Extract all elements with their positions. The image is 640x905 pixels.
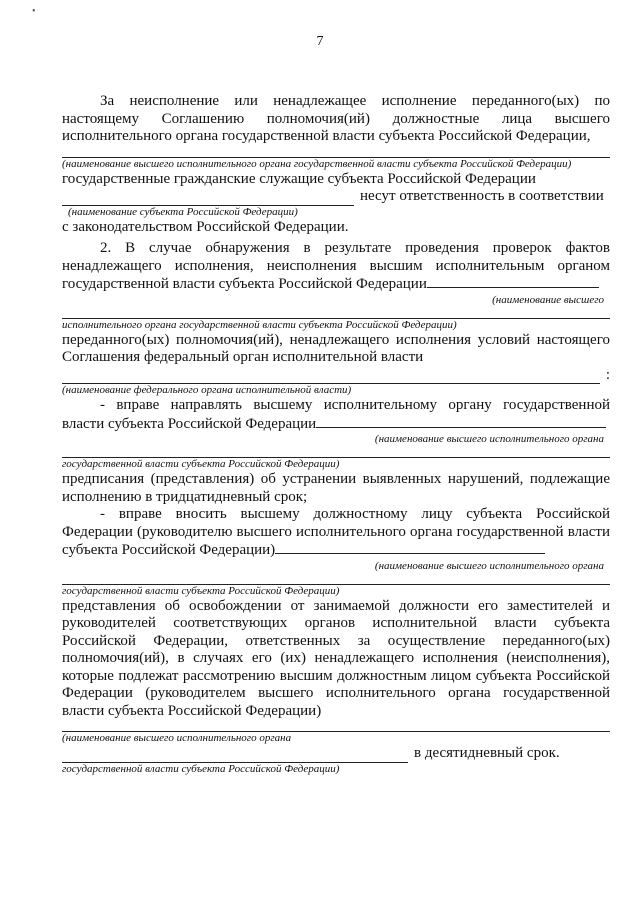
document-body [62,93,610,776]
hint-executive-body-cont: исполнительного органа государственной власти субъекта Российской Федерации) [62,318,457,331]
blank-line [62,191,354,206]
paragraph-1-cont: государственные гражданские служащие субъекта Российской Федерации [62,170,536,187]
blank-line [427,275,599,288]
paragraph-1-end: с законодательством Российской Федерации. [62,218,349,235]
final-suffix: в десятидневный срок. [414,745,560,761]
hint-subject: (наименование субъекта Российской Федерации) [68,205,298,218]
colon: : [605,366,610,383]
hint-final-cont: государственной власти субъекта Российской Федерации) [62,762,340,775]
hint-higher-body-1: (наименование высшего исполнительного органа [374,433,604,445]
hint-higher-body-2: (наименование высшего исполнительного органа [374,559,604,572]
hint-federal-body: (наименование федерального органа исполнительной власти) [62,384,352,396]
paragraph-2-text: 2. В случае обнаружения в результате проведения проверок фактов ненадлежащего исполнения, неисполнения высшим исполнительным органом государственной власти субъекта Российской Федерации [62,240,610,292]
item-1-cont: предписания (представления) об устранении выявленных нарушений, подлежащие исполнению в тридцатидневный срок; [62,471,610,505]
page-number: 7 [316,34,324,49]
blank-line [316,415,606,428]
field-suffix: несут ответственность в соответствии [360,188,604,204]
blank-line [62,369,600,384]
hint-higher-body: (наименование высшего [492,293,604,306]
item-1-text: - вправе направлять высшему исполнительному органу государственной власти субъекта Российской Федерации [62,397,610,432]
item-2-cont: представления об освобождении от занимаемой должности его заместителей и руководителей соответствующих органов исполнительной власти субъекта Российской Федерации, ответственных за осуществление переданного(ых) полномочия(ий), в случаях его (их) ненадлежащего исполнения (неисполнения), которые подлежат рассмотрению высшим должностным лицом субъекта Российской Федерации (руководителем высшего исполнительного органа государственной власти субъекта Российской Федерации) [62,597,610,719]
subject-field-line [62,188,610,206]
hint-executive-body: (наименование высшего исполнительного органа государственной власти субъекта Российской Федерации) [62,157,572,170]
hint-final: (наименование высшего исполнительного органа [62,732,292,744]
final-field-line [62,745,610,763]
hint-state-power-2: государственной власти субъекта Российской Федерации) [62,584,340,597]
paragraph-1: За неисполнение или ненадлежащее исполнение переданного(ых) по настоящему Соглашению полномочия(ий) должностные лица высшего исполнительного органа государственной власти субъекта Российской Федерации, [62,93,610,144]
paragraph-2 [62,240,610,294]
blank-line [275,541,545,554]
paragraph-2-cont: переданного(ых) полномочия(ий), ненадлежащего исполнения условий настоящего Соглашения федеральный орган исполнительной власти [62,331,610,365]
item-1 [62,397,610,433]
hint-state-power-1: государственной власти субъекта Российской Федерации) [62,458,340,470]
scan-mark: • [32,6,36,17]
item-2 [62,506,610,560]
blank-line [62,748,408,763]
item-2-text: - вправе вносить высшему должностному лицу субъекта Российской Федерации (руководителю высшего исполнительного органа государственной власти субъекта Российской Федерации) [62,506,610,558]
federal-field-line [62,367,610,385]
